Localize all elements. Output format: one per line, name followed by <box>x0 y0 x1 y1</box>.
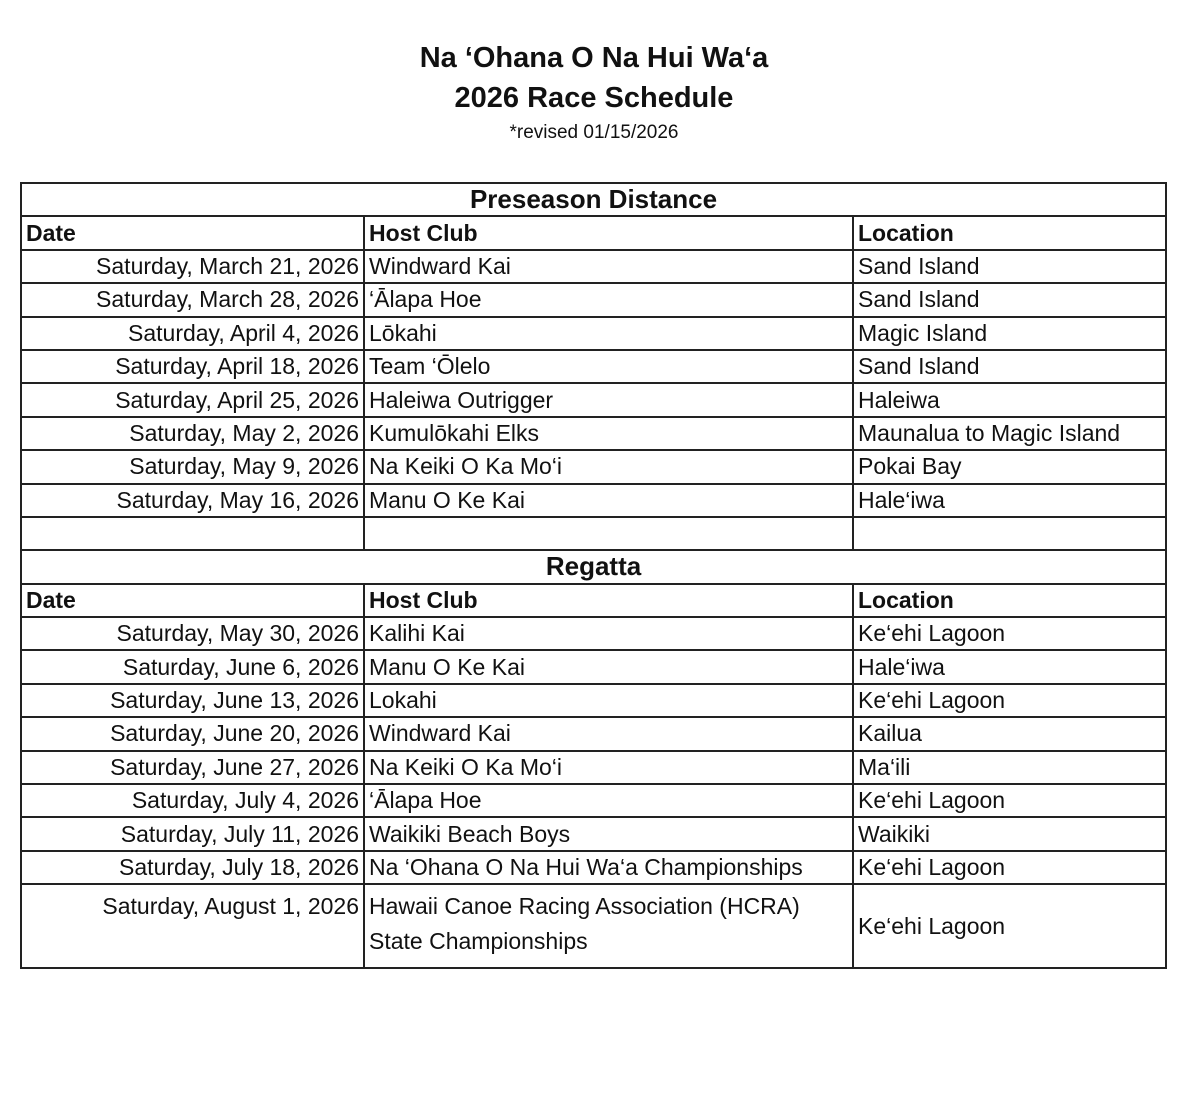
host-club: Team ‘Ōlelo <box>364 350 853 383</box>
blank-cell <box>364 517 853 550</box>
race-date: Saturday, April 18, 2026 <box>21 350 364 383</box>
preseason-row <box>21 417 1166 450</box>
blank-spacer-row <box>21 517 1166 550</box>
preseason-title: Preseason Distance <box>21 183 1166 216</box>
race-location: Ke‘ehi Lagoon <box>853 684 1166 717</box>
race-date: Saturday, May 9, 2026 <box>21 450 364 483</box>
host-club: Na Keiki O Ka Mo‘i <box>364 450 853 483</box>
race-location: Maunalua to Magic Island <box>853 417 1166 450</box>
race-location: Ke‘ehi Lagoon <box>853 884 1166 968</box>
column-header-location: Location <box>853 584 1166 617</box>
host-club: Lōkahi <box>364 317 853 350</box>
preseason-row <box>21 484 1166 517</box>
host-club: Na ‘Ohana O Na Hui Wa‘a Championships <box>364 851 853 884</box>
blank-cell <box>853 517 1166 550</box>
race-location: Ke‘ehi Lagoon <box>853 851 1166 884</box>
regatta-row <box>21 784 1166 817</box>
blank-cell <box>21 517 364 550</box>
race-date: Saturday, July 4, 2026 <box>21 784 364 817</box>
race-date: Saturday, April 25, 2026 <box>21 383 364 416</box>
race-date: Saturday, March 21, 2026 <box>21 250 364 283</box>
host-club: Windward Kai <box>364 717 853 750</box>
race-location: Hale‘iwa <box>853 650 1166 683</box>
column-header-date: Date <box>21 216 364 249</box>
preseason-row <box>21 350 1166 383</box>
race-date: Saturday, July 18, 2026 <box>21 851 364 884</box>
host-club: Kalihi Kai <box>364 617 853 650</box>
column-header-host: Host Club <box>364 584 853 617</box>
race-date: Saturday, August 1, 2026 <box>21 884 364 968</box>
regatta-section-header <box>21 550 1166 583</box>
race-date: Saturday, June 20, 2026 <box>21 717 364 750</box>
race-date: Saturday, July 11, 2026 <box>21 817 364 850</box>
host-club: Manu O Ke Kai <box>364 484 853 517</box>
preseason-row <box>21 283 1166 316</box>
race-location: Ma‘ili <box>853 751 1166 784</box>
race-date: Saturday, June 27, 2026 <box>21 751 364 784</box>
race-location: Kailua <box>853 717 1166 750</box>
preseason-section-header <box>21 183 1166 216</box>
race-date: Saturday, March 28, 2026 <box>21 283 364 316</box>
preseason-column-headers <box>21 216 1166 249</box>
document-header <box>0 38 1178 148</box>
host-club: Hawaii Canoe Racing Association (HCRA) State Championships <box>364 884 853 968</box>
regatta-column-headers <box>21 584 1166 617</box>
regatta-row <box>21 617 1166 650</box>
preseason-row <box>21 317 1166 350</box>
race-location: Ke‘ehi Lagoon <box>853 617 1166 650</box>
column-header-date: Date <box>21 584 364 617</box>
host-club: Waikiki Beach Boys <box>364 817 853 850</box>
preseason-row <box>21 450 1166 483</box>
host-club: ‘Ālapa Hoe <box>364 784 853 817</box>
document-title: Na ‘Ohana O Na Hui Wa‘a <box>419 42 769 74</box>
host-club: Lokahi <box>364 684 853 717</box>
race-date: Saturday, May 2, 2026 <box>21 417 364 450</box>
regatta-title: Regatta <box>21 550 1166 583</box>
host-club: Manu O Ke Kai <box>364 650 853 683</box>
race-location: Sand Island <box>853 283 1166 316</box>
schedule-table <box>20 182 1167 969</box>
race-location: Magic Island <box>853 317 1166 350</box>
race-location: Hale‘iwa <box>853 484 1166 517</box>
regatta-row <box>21 817 1166 850</box>
regatta-row <box>21 751 1166 784</box>
host-club: Windward Kai <box>364 250 853 283</box>
race-location: Waikiki <box>853 817 1166 850</box>
race-date: Saturday, June 6, 2026 <box>21 650 364 683</box>
host-club: ‘Ālapa Hoe <box>364 283 853 316</box>
preseason-row <box>21 383 1166 416</box>
host-club: Haleiwa Outrigger <box>364 383 853 416</box>
race-date: Saturday, May 16, 2026 <box>21 484 364 517</box>
regatta-row <box>21 650 1166 683</box>
race-date: Saturday, April 4, 2026 <box>21 317 364 350</box>
race-date: Saturday, June 13, 2026 <box>21 684 364 717</box>
preseason-row <box>21 250 1166 283</box>
document-subtitle: 2026 Race Schedule <box>454 82 734 114</box>
race-location: Haleiwa <box>853 383 1166 416</box>
race-location: Sand Island <box>853 250 1166 283</box>
race-location: Ke‘ehi Lagoon <box>853 784 1166 817</box>
race-date: Saturday, May 30, 2026 <box>21 617 364 650</box>
host-club: Kumulōkahi Elks <box>364 417 853 450</box>
race-location: Pokai Bay <box>853 450 1166 483</box>
regatta-row <box>21 717 1166 750</box>
column-header-host: Host Club <box>364 216 853 249</box>
regatta-row <box>21 884 1166 968</box>
race-location: Sand Island <box>853 350 1166 383</box>
host-club: Na Keiki O Ka Mo‘i <box>364 751 853 784</box>
revised-note: *revised 01/15/2026 <box>509 122 679 143</box>
regatta-row <box>21 684 1166 717</box>
column-header-location: Location <box>853 216 1166 249</box>
regatta-row <box>21 851 1166 884</box>
